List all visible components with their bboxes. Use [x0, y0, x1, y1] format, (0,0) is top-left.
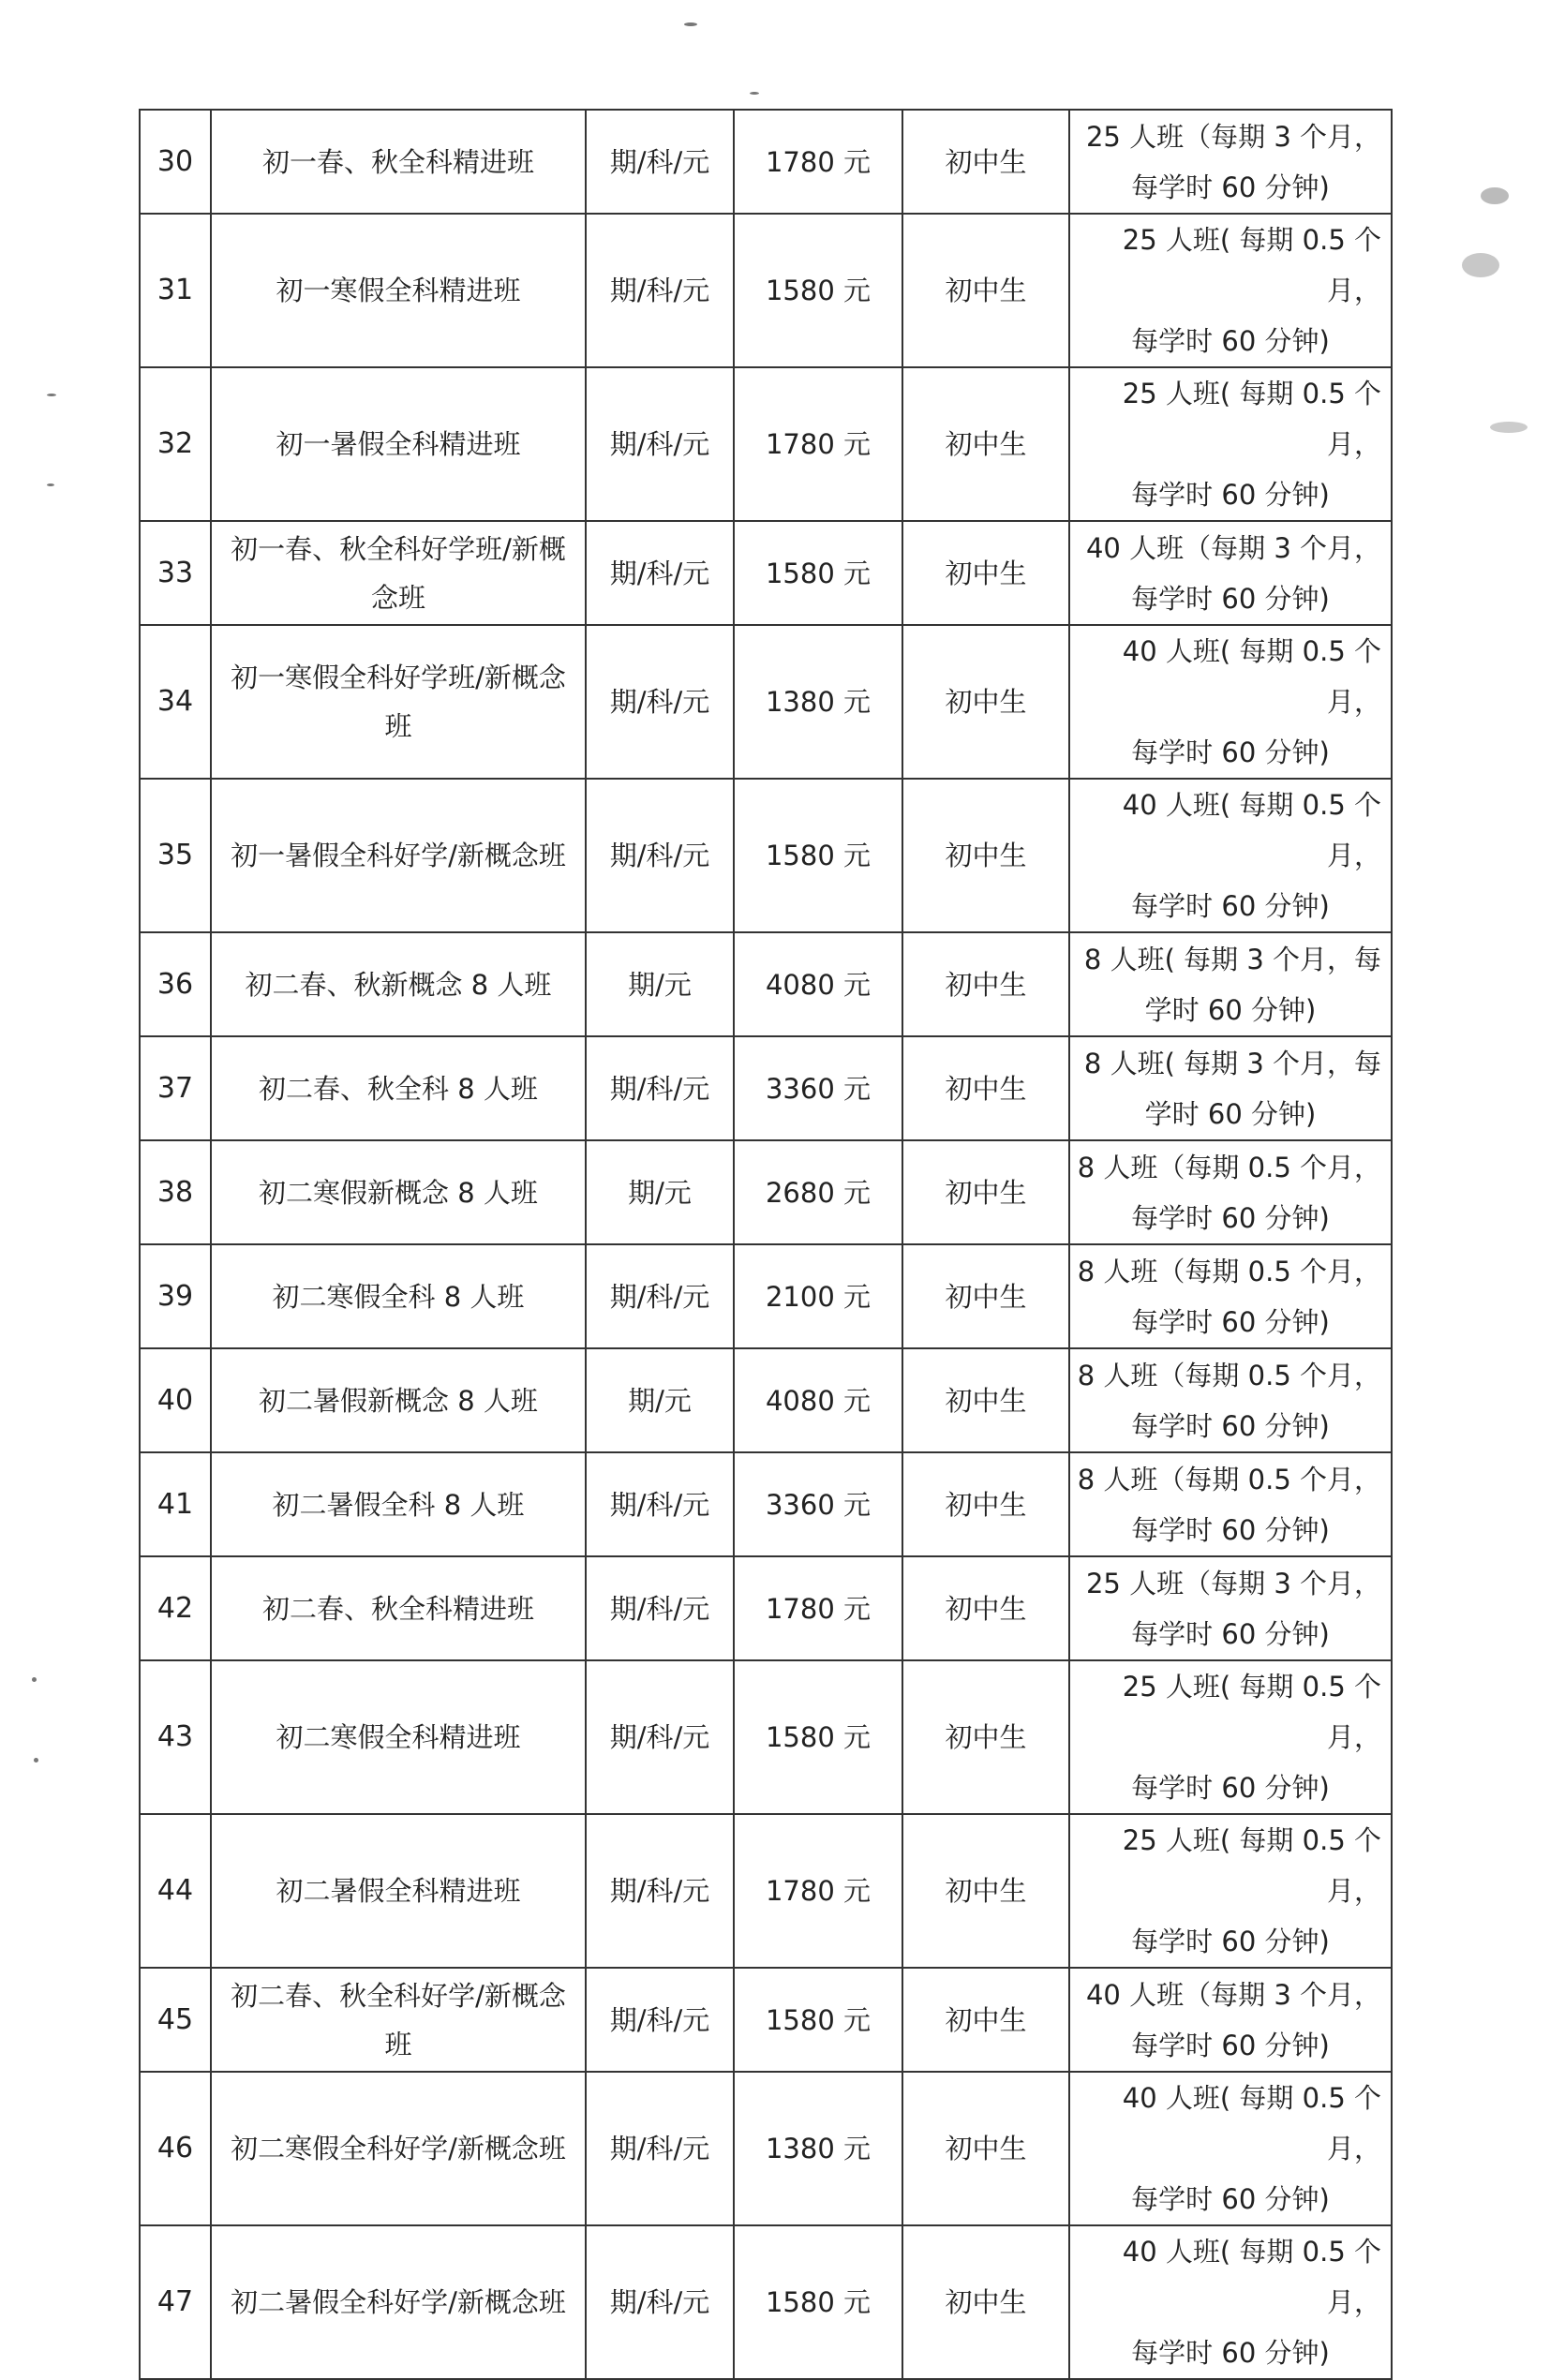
class-note-line1: 8 人班( 每期 3 个月，每 [1083, 943, 1381, 975]
charge-unit: 期/科/元 [586, 1036, 734, 1140]
target-students: 初中生 [902, 214, 1069, 367]
class-note [1069, 1452, 1392, 1556]
fee-table [139, 109, 1393, 2380]
price: 1780 元 [734, 367, 902, 521]
class-note-line2: 每学时 60 分钟) [1131, 890, 1330, 922]
scan-speck [1481, 187, 1509, 204]
charge-unit: 期/科/元 [586, 110, 734, 214]
target-students: 初中生 [902, 367, 1069, 521]
target-students: 初中生 [902, 2225, 1069, 2379]
class-note-line1: 8 人班（每期 0.5 个月， [1077, 1359, 1381, 1391]
class-note-line2: 每学时 60 分钟) [1131, 2337, 1330, 2369]
course-name: 初一春、秋全科好学班/新概念班 [211, 521, 586, 625]
course-name: 初二暑假全科精进班 [211, 1814, 586, 1968]
table-row [140, 367, 1392, 521]
class-note-line2: 每学时 60 分钟) [1131, 582, 1330, 615]
class-note-line2: 每学时 60 分钟) [1131, 1772, 1330, 1804]
class-note-line2: 每学时 60 分钟) [1131, 479, 1330, 511]
price: 1580 元 [734, 2225, 902, 2379]
class-note-line2: 学时 60 分钟) [1144, 1097, 1317, 1130]
class-note-line1: 25 人班( 每期 0.5 个月， [1122, 1824, 1381, 1907]
row-number: 33 [140, 521, 211, 625]
price: 1780 元 [734, 1556, 902, 1660]
price: 1380 元 [734, 625, 902, 779]
row-number: 47 [140, 2225, 211, 2379]
price: 1580 元 [734, 1968, 902, 2072]
target-students: 初中生 [902, 1348, 1069, 1452]
price: 1580 元 [734, 1660, 902, 1814]
course-name: 初二寒假新概念 8 人班 [211, 1140, 586, 1244]
course-name: 初二暑假全科 8 人班 [211, 1452, 586, 1556]
row-number: 41 [140, 1452, 211, 1556]
class-note [1069, 214, 1392, 367]
row-number: 30 [140, 110, 211, 214]
price: 1780 元 [734, 110, 902, 214]
class-note-line2: 每学时 60 分钟) [1131, 736, 1330, 768]
price: 2680 元 [734, 1140, 902, 1244]
row-number: 38 [140, 1140, 211, 1244]
class-note-line2: 每学时 60 分钟) [1131, 1926, 1330, 1957]
course-name: 初二春、秋全科好学/新概念班 [211, 1968, 586, 2072]
target-students: 初中生 [902, 1244, 1069, 1348]
class-note-line1: 25 人班（每期 3 个月， [1085, 120, 1381, 153]
charge-unit: 期/科/元 [586, 2225, 734, 2379]
table-row [140, 932, 1392, 1036]
table-row [140, 1968, 1392, 2072]
target-students: 初中生 [902, 1452, 1069, 1556]
scan-speck [684, 22, 697, 26]
table-row [140, 1244, 1392, 1348]
scan-speck [34, 1758, 38, 1763]
table-row [140, 1814, 1392, 1968]
price: 4080 元 [734, 1348, 902, 1452]
course-name: 初一寒假全科好学班/新概念班 [211, 625, 586, 779]
scan-speck [1490, 422, 1528, 433]
course-name: 初二寒假全科 8 人班 [211, 1244, 586, 1348]
price: 1580 元 [734, 521, 902, 625]
class-note-line1: 8 人班（每期 0.5 个月， [1077, 1463, 1381, 1495]
class-note [1069, 521, 1392, 625]
row-number: 46 [140, 2072, 211, 2225]
class-note-line2: 每学时 60 分钟) [1131, 2183, 1330, 2215]
row-number: 37 [140, 1036, 211, 1140]
charge-unit: 期/科/元 [586, 1968, 734, 2072]
scan-speck [750, 92, 759, 95]
class-note-line1: 25 人班( 每期 0.5 个月， [1122, 224, 1381, 306]
class-note-line2: 每学时 60 分钟) [1131, 1409, 1330, 1442]
class-note [1069, 2225, 1392, 2379]
table-row [140, 110, 1392, 214]
price: 2100 元 [734, 1244, 902, 1348]
charge-unit: 期/科/元 [586, 1660, 734, 1814]
class-note-line1: 40 人班（每期 3 个月， [1085, 1978, 1381, 2011]
class-note [1069, 367, 1392, 521]
course-name: 初一春、秋全科精进班 [211, 110, 586, 214]
row-number: 39 [140, 1244, 211, 1348]
charge-unit: 期/科/元 [586, 1556, 734, 1660]
scan-speck [47, 394, 56, 396]
class-note-line1: 40 人班（每期 3 个月， [1085, 531, 1381, 564]
target-students: 初中生 [902, 779, 1069, 932]
price: 3360 元 [734, 1036, 902, 1140]
class-note [1069, 1140, 1392, 1244]
scan-speck [47, 483, 54, 486]
class-note [1069, 1814, 1392, 1968]
target-students: 初中生 [902, 1036, 1069, 1140]
row-number: 43 [140, 1660, 211, 1814]
class-note-line2: 每学时 60 分钟) [1131, 171, 1330, 203]
charge-unit: 期/科/元 [586, 779, 734, 932]
scan-speck [1462, 253, 1499, 277]
charge-unit: 期/科/元 [586, 1452, 734, 1556]
row-number: 44 [140, 1814, 211, 1968]
course-name: 初二暑假全科好学/新概念班 [211, 2225, 586, 2379]
price: 1580 元 [734, 779, 902, 932]
table-row [140, 625, 1392, 779]
price: 3360 元 [734, 1452, 902, 1556]
target-students: 初中生 [902, 110, 1069, 214]
charge-unit: 期/科/元 [586, 521, 734, 625]
row-number: 34 [140, 625, 211, 779]
row-number: 31 [140, 214, 211, 367]
charge-unit: 期/元 [586, 1348, 734, 1452]
class-note-line1: 8 人班（每期 0.5 个月， [1077, 1255, 1381, 1287]
course-name: 初二春、秋全科 8 人班 [211, 1036, 586, 1140]
class-note-line2: 每学时 60 分钟) [1131, 1305, 1330, 1338]
class-note-line1: 40 人班( 每期 0.5 个月， [1122, 789, 1381, 871]
class-note-line1: 8 人班( 每期 3 个月，每 [1083, 1047, 1381, 1079]
class-note [1069, 1556, 1392, 1660]
class-note [1069, 1036, 1392, 1140]
charge-unit: 期/科/元 [586, 1244, 734, 1348]
class-note [1069, 1348, 1392, 1452]
row-number: 36 [140, 932, 211, 1036]
row-number: 32 [140, 367, 211, 521]
class-note [1069, 1244, 1392, 1348]
class-note-line2: 每学时 60 分钟) [1131, 325, 1330, 357]
scan-speck [32, 1677, 37, 1682]
class-note [1069, 625, 1392, 779]
price: 1580 元 [734, 214, 902, 367]
course-name: 初二寒假全科好学/新概念班 [211, 2072, 586, 2225]
charge-unit: 期/元 [586, 1140, 734, 1244]
price: 4080 元 [734, 932, 902, 1036]
target-students: 初中生 [902, 1660, 1069, 1814]
class-note-line2: 学时 60 分钟) [1144, 993, 1317, 1026]
target-students: 初中生 [902, 1968, 1069, 2072]
charge-unit: 期/元 [586, 932, 734, 1036]
row-number: 45 [140, 1968, 211, 2072]
course-name: 初二春、秋全科精进班 [211, 1556, 586, 1660]
price: 1780 元 [734, 1814, 902, 1968]
charge-unit: 期/科/元 [586, 625, 734, 779]
course-name: 初一暑假全科精进班 [211, 367, 586, 521]
class-note-line1: 8 人班（每期 0.5 个月， [1077, 1151, 1381, 1183]
row-number: 42 [140, 1556, 211, 1660]
price: 1380 元 [734, 2072, 902, 2225]
class-note-line2: 每学时 60 分钟) [1131, 1617, 1330, 1650]
course-name: 初二寒假全科精进班 [211, 1660, 586, 1814]
class-note-line1: 25 人班( 每期 0.5 个月， [1122, 378, 1381, 460]
class-note-line1: 40 人班( 每期 0.5 个月， [1122, 2236, 1381, 2318]
target-students: 初中生 [902, 521, 1069, 625]
target-students: 初中生 [902, 932, 1069, 1036]
table-row [140, 1556, 1392, 1660]
target-students: 初中生 [902, 2072, 1069, 2225]
row-number: 40 [140, 1348, 211, 1452]
target-students: 初中生 [902, 1140, 1069, 1244]
target-students: 初中生 [902, 1556, 1069, 1660]
table-row [140, 779, 1392, 932]
class-note-line1: 40 人班( 每期 0.5 个月， [1122, 635, 1381, 718]
charge-unit: 期/科/元 [586, 367, 734, 521]
class-note-line2: 每学时 60 分钟) [1131, 2029, 1330, 2061]
table-row [140, 1348, 1392, 1452]
class-note-line1: 25 人班( 每期 0.5 个月， [1122, 1671, 1381, 1753]
class-note-line2: 每学时 60 分钟) [1131, 1201, 1330, 1234]
class-note-line1: 40 人班( 每期 0.5 个月， [1122, 2082, 1381, 2164]
class-note [1069, 110, 1392, 214]
course-name: 初一暑假全科好学/新概念班 [211, 779, 586, 932]
charge-unit: 期/科/元 [586, 214, 734, 367]
class-note [1069, 932, 1392, 1036]
target-students: 初中生 [902, 625, 1069, 779]
class-note [1069, 779, 1392, 932]
class-note-line2: 每学时 60 分钟) [1131, 1513, 1330, 1546]
course-name: 初二春、秋新概念 8 人班 [211, 932, 586, 1036]
target-students: 初中生 [902, 1814, 1069, 1968]
charge-unit: 期/科/元 [586, 1814, 734, 1968]
course-name: 初二暑假新概念 8 人班 [211, 1348, 586, 1452]
fee-table-body [140, 110, 1392, 2379]
course-name: 初一寒假全科精进班 [211, 214, 586, 367]
table-row [140, 2072, 1392, 2225]
class-note [1069, 1660, 1392, 1814]
table-row [140, 1036, 1392, 1140]
table-row [140, 1660, 1392, 1814]
table-row [140, 1452, 1392, 1556]
table-row [140, 2225, 1392, 2379]
charge-unit: 期/科/元 [586, 2072, 734, 2225]
class-note [1069, 1968, 1392, 2072]
table-row [140, 1140, 1392, 1244]
table-row [140, 214, 1392, 367]
table-row [140, 521, 1392, 625]
row-number: 35 [140, 779, 211, 932]
class-note [1069, 2072, 1392, 2225]
class-note-line1: 25 人班（每期 3 个月， [1085, 1567, 1381, 1599]
